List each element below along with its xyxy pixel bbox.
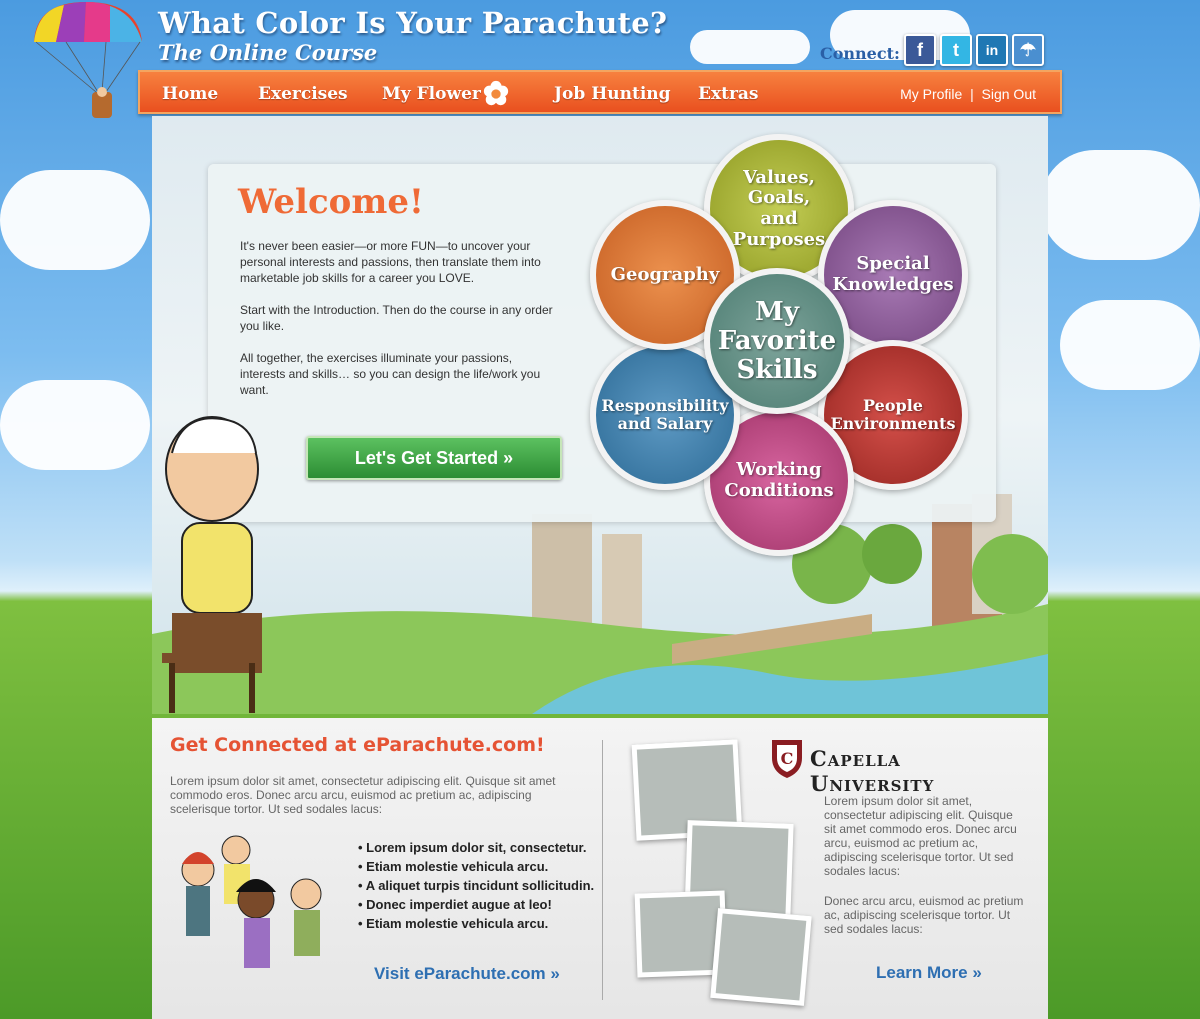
welcome-paragraph: It's never been easier—or more FUN—to uncover your personal interests and passions, then translate them into marketable job skills for a career you LOVE. [240, 239, 541, 285]
section-divider [602, 740, 603, 1000]
petal-working-conditions[interactable]: Working Conditions [704, 406, 854, 556]
bottom-section [152, 718, 1048, 1019]
capella-text: Donec arcu arcu, euismod ac pretium ac, adipiscing scelerisque tortor. Ut sed sodales lacus: [824, 894, 1024, 936]
cloud [0, 380, 150, 470]
list-item: • Lorem ipsum dolor sit, consectetur. [358, 838, 594, 857]
hero-panel [152, 116, 1048, 714]
petal-people-environments[interactable]: People Environments [818, 340, 968, 490]
list-item: • Etiam molestie vehicula arcu. [358, 914, 594, 933]
nav-job-hunting[interactable]: Job Hunting [554, 84, 671, 104]
petal-values[interactable]: Values, Goals, and Purposes [704, 134, 854, 284]
list-item: • A aliquet turpis tincidunt sollicitudin. [358, 876, 594, 895]
get-started-button[interactable]: Let's Get Started » [306, 436, 562, 480]
account-links [900, 86, 1036, 102]
sign-out-link[interactable]: Sign Out [981, 86, 1036, 102]
photo-placeholder [710, 908, 811, 1006]
linkedin-icon[interactable]: in [976, 34, 1008, 66]
connect-label: Connect: [820, 44, 900, 63]
get-connected-text: Lorem ipsum dolor sit amet, consectetur adipiscing elit. Quisque sit amet commodo eros. Donec arcu arcu, euismod ac pretium ac, adipiscing scelerisque tortor. Ut sed sodales lacus: [170, 774, 556, 816]
list-item: • Etiam molestie vehicula arcu. [358, 857, 594, 876]
guide-character [152, 412, 282, 714]
parachute-icon[interactable]: ☂ [1012, 34, 1044, 66]
cloud [1060, 300, 1200, 390]
welcome-paragraph: Start with the Introduction. Then do the course in any order you like. [240, 303, 553, 333]
petal-special-knowledges[interactable]: Special Knowledges [818, 200, 968, 350]
flower-center-my-favorite-skills[interactable]: My Favorite Skills [704, 268, 850, 414]
visit-eparachute-link[interactable]: Visit eParachute.com » [374, 964, 560, 983]
svg-text:C: C [780, 749, 794, 768]
my-profile-link[interactable]: My Profile [900, 86, 963, 102]
get-connected-heading: Get Connected at eParachute.com! [170, 734, 545, 756]
nav-my-flower[interactable]: My Flower [382, 84, 481, 104]
nav-home[interactable]: Home [162, 84, 219, 104]
welcome-paragraph: All together, the exercises illuminate your passions, interests and skills… so you can design the life/work you want. [240, 351, 541, 397]
list-item: • Donec imperdiet augue at leo! [358, 895, 594, 914]
nav-extras[interactable]: Extras [698, 84, 759, 104]
flower-icon [482, 80, 510, 108]
twitter-icon[interactable]: t [940, 34, 972, 66]
nav-separator: | [970, 86, 974, 102]
site-subtitle: The Online Course [158, 40, 378, 65]
capella-brand-name: Capella University [810, 746, 935, 796]
capella-logo [770, 738, 1028, 796]
skills-flower [582, 128, 972, 548]
capella-shield-icon [770, 738, 804, 778]
capella-text: Lorem ipsum dolor sit amet, consectetur adipiscing elit. Quisque sit amet commodo eros. Donec arcu arcu, euismod ac pretium ac, adipiscing scelerisque tortor. Ut sed sodales lacus: [824, 794, 1017, 878]
main-nav [138, 70, 1062, 114]
characters-group-illustration [168, 830, 328, 990]
facebook-icon[interactable]: f [904, 34, 936, 66]
cloud [690, 30, 810, 64]
cloud [1040, 150, 1200, 260]
learn-more-link[interactable]: Learn More » [876, 963, 982, 982]
site-title: What Color Is Your Parachute? [158, 6, 668, 40]
petal-geography[interactable]: Geography [590, 200, 740, 350]
petal-responsibility-salary[interactable]: Responsibility and Salary [590, 340, 740, 490]
nav-exercises[interactable]: Exercises [258, 84, 348, 104]
cloud [0, 170, 150, 270]
feature-list [358, 838, 594, 933]
parachute-logo-icon [26, 0, 146, 126]
welcome-heading: Welcome! [238, 182, 424, 222]
